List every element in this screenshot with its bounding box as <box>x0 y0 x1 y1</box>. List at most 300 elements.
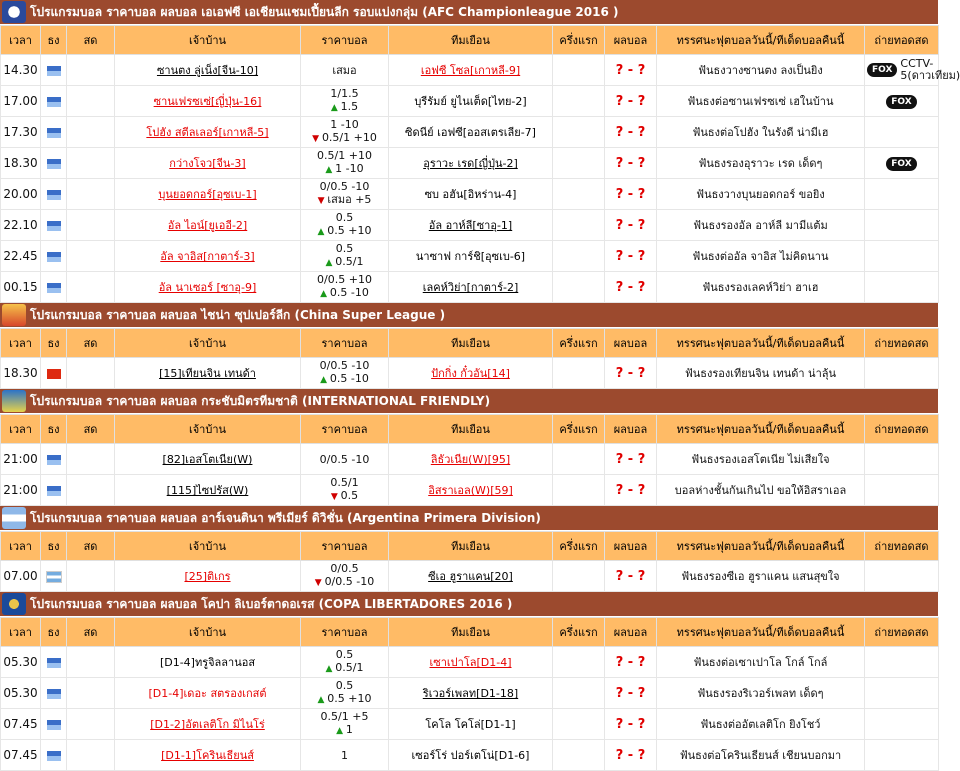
col-home: เจ้าบ้าน <box>115 618 301 647</box>
match-time: 05.30 <box>1 647 41 678</box>
flag-cell <box>41 55 67 86</box>
flag-cell <box>41 444 67 475</box>
half-time-cell <box>553 647 605 678</box>
league-header <box>0 592 938 617</box>
odds-up-arrow-icon: ▲ <box>320 289 330 299</box>
half-time-cell <box>553 475 605 506</box>
away-cell <box>389 647 553 678</box>
home-cell <box>115 55 301 86</box>
col-half: ครึ่งแรก <box>553 532 605 561</box>
col-home: เจ้าบ้าน <box>115 26 301 55</box>
col-live: สด <box>67 415 115 444</box>
match-row[interactable] <box>1 561 939 592</box>
home-cell <box>115 148 301 179</box>
result-score: ? - ? <box>605 86 657 117</box>
live-cell <box>67 358 115 389</box>
odds-cell <box>301 148 389 179</box>
odds-cell <box>301 117 389 148</box>
match-tip: ฟันธงรองเอสโตเนีย ไม่เสียใจ <box>657 444 865 475</box>
result-score: ? - ? <box>605 709 657 740</box>
result-score: ? - ? <box>605 210 657 241</box>
tv-cell <box>865 272 939 303</box>
home-cell <box>115 647 301 678</box>
country-flag-icon <box>47 159 61 169</box>
odds-line-2: ▲ 0.5/1 <box>325 255 364 268</box>
flag-cell <box>41 241 67 272</box>
result-score: ? - ? <box>605 740 657 771</box>
away-team-link[interactable]: บุรีรัมย์ ยูไนเต็ด[ไทย-2] <box>414 95 527 108</box>
odds-line-2: ▲ 1.5 <box>330 100 359 113</box>
col-away: ทีมเยือน <box>389 415 553 444</box>
away-team-link[interactable]: เลคห์วิย่า[กาตาร์-2] <box>422 281 519 294</box>
away-cell <box>389 148 553 179</box>
odds-line-1: 0.5/1 <box>330 476 359 489</box>
match-time: 18.30 <box>1 358 41 389</box>
away-cell <box>389 55 553 86</box>
match-row[interactable] <box>1 148 939 179</box>
col-odds: ราคาบอล <box>301 329 389 358</box>
match-tip: ฟันธงรองอัล อาห์ลี มามีแต้ม <box>657 210 865 241</box>
home-team-link[interactable]: [25]ติเกร <box>184 570 231 583</box>
odds-cell <box>301 179 389 210</box>
odds-line-1: 0/0.5 -10 <box>319 452 370 466</box>
libertadores-logo-icon <box>2 593 26 615</box>
match-row[interactable] <box>1 678 939 709</box>
col-home: เจ้าบ้าน <box>115 329 301 358</box>
home-cell <box>115 678 301 709</box>
fox-sports-icon: FOX <box>886 157 916 171</box>
match-tip: ฟันธงต่ออัล จาอิส ไม่คิดนาน <box>657 241 865 272</box>
away-team-link[interactable]: โคโล โคโล่[D1-1] <box>425 718 516 731</box>
fox-sports-icon: FOX <box>867 63 897 77</box>
col-half: ครึ่งแรก <box>553 415 605 444</box>
home-cell <box>115 475 301 506</box>
home-cell <box>115 179 301 210</box>
odds-down-arrow-icon: ▼ <box>312 134 322 144</box>
odds-up-arrow-icon: ▲ <box>325 165 336 175</box>
live-cell <box>67 179 115 210</box>
away-team-link[interactable]: เอฟซี โซล[เกาหลี-9] <box>420 64 521 77</box>
home-team-link[interactable]: โปฮัง สตีลเลอร์[เกาหลี-5] <box>146 126 269 139</box>
fixtures-table <box>0 328 939 389</box>
odds-line-1: 0.5 <box>335 242 354 255</box>
away-team-link[interactable]: ซีเอ ฮูราแคน[20] <box>428 570 513 583</box>
match-tip: ฟันธงรองเลคห์วิย่า ฮาเฮ <box>657 272 865 303</box>
odds-line-2: ▼ 0/0.5 -10 <box>314 575 375 588</box>
home-team-link[interactable]: [D1-4]ทรูจิลลานอส <box>159 656 256 669</box>
league-title: โปรแกรมบอล ราคาบอล ผลบอล กระชับมิตรทีมชาติ (INTERNATIONAL FRIENDLY) <box>30 393 491 408</box>
home-team-link[interactable]: [D1-4]เดอะ สตรองเกสต์ <box>148 687 267 700</box>
match-tip: ฟันธงรองริเวอร์เพลท เด็ดๆ <box>657 678 865 709</box>
league-header <box>0 303 938 328</box>
tv-cell <box>865 647 939 678</box>
tv-cell <box>865 55 960 86</box>
away-team-link[interactable]: นาซาฟ การ์ชิ[อุซเบ-6] <box>415 250 526 263</box>
odds-cell <box>301 210 389 241</box>
argentina-logo-icon <box>2 507 26 529</box>
flag-cell <box>41 86 67 117</box>
fixtures-table <box>0 531 939 592</box>
live-cell <box>67 148 115 179</box>
odds-cell <box>301 444 389 475</box>
league-title: โปรแกรมบอล ราคาบอล ผลบอล โคปา ลิเบอร์ตาดอเรส (COPA LIBERTADORES 2016 ) <box>30 596 513 611</box>
odds-line-1: 0/0.5 -10 <box>319 180 370 193</box>
tv-cell <box>865 709 939 740</box>
match-tip: ฟันธงรองอุราวะ เรด เด็ดๆ <box>657 148 865 179</box>
tv-channel-text: CCTV-5(ดาวเทียม) <box>900 57 960 82</box>
odds-line-1: 0.5 <box>335 648 354 661</box>
tv-channel <box>886 157 916 171</box>
col-tip: ทรรศนะฟุตบอลวันนี้/ทีเด็ดบอลคืนนี้ <box>657 618 865 647</box>
away-cell <box>389 475 553 506</box>
odds-cell <box>301 740 389 771</box>
away-cell <box>389 117 553 148</box>
home-cell <box>115 709 301 740</box>
match-row[interactable] <box>1 740 939 771</box>
match-time: 22.45 <box>1 241 41 272</box>
country-flag-icon <box>47 97 61 107</box>
tv-cell <box>865 241 939 272</box>
home-cell <box>115 241 301 272</box>
live-cell <box>67 678 115 709</box>
match-tip: ฟันธงต่อซานเฟรซเซ่ เฮในบ้าน <box>657 86 865 117</box>
half-time-cell <box>553 561 605 592</box>
flag-cell <box>41 358 67 389</box>
match-row[interactable] <box>1 475 939 506</box>
home-cell <box>115 117 301 148</box>
odds-cell <box>301 358 389 389</box>
col-odds: ราคาบอล <box>301 415 389 444</box>
country-flag-icon <box>47 66 61 76</box>
country-flag-icon <box>47 689 61 699</box>
col-flag: ธง <box>41 329 67 358</box>
odds-up-arrow-icon: ▲ <box>330 103 341 113</box>
live-cell <box>67 740 115 771</box>
col-away: ทีมเยือน <box>389 532 553 561</box>
half-time-cell <box>553 444 605 475</box>
odds-line-1: 1 -10 <box>330 118 359 131</box>
league-header <box>0 0 938 25</box>
odds-up-arrow-icon: ▲ <box>317 695 328 705</box>
away-team-link[interactable]: ริเวอร์เพลท[D1-18] <box>422 687 519 700</box>
half-time-cell <box>553 55 605 86</box>
odds-line-1: 1 <box>341 748 348 762</box>
odds-down-arrow-icon: ▼ <box>317 196 328 206</box>
league-title: โปรแกรมบอล ราคาบอล ผลบอล เอเอฟซี เอเชียนแชมเปี้ยนลีก รอบแบ่งกลุ่ม (AFC Championleague 2016 ) <box>30 4 619 19</box>
match-time: 07.45 <box>1 740 41 771</box>
half-time-cell <box>553 179 605 210</box>
col-time: เวลา <box>1 329 41 358</box>
away-cell <box>389 358 553 389</box>
col-odds: ราคาบอล <box>301 532 389 561</box>
match-time: 17.30 <box>1 117 41 148</box>
match-row[interactable] <box>1 358 939 389</box>
league-header <box>0 506 938 531</box>
match-tip: ฟันธงต่อโปฮัง ในรังดี น่ามีเฮ <box>657 117 865 148</box>
col-tv: ถ่ายทอดสด <box>865 329 939 358</box>
odds-line-1: 0.5 <box>335 211 354 224</box>
odds-up-arrow-icon: ▲ <box>336 726 346 736</box>
col-flag: ธง <box>41 532 67 561</box>
odds-cell <box>301 561 389 592</box>
match-tip: บอลห่างชั้นกันเกินไป ขอให้อิสราเอล <box>657 475 865 506</box>
home-team-link[interactable]: [D1-2]อัตเลติโก มิไนโร่ <box>150 718 265 731</box>
odds-cell <box>301 647 389 678</box>
tv-cell <box>865 358 939 389</box>
col-result: ผลบอล <box>605 329 657 358</box>
home-cell <box>115 740 301 771</box>
away-team-link[interactable]: ซิดนีย์ เอฟซี[ออสเตรเลีย-7] <box>405 126 536 139</box>
fixtures-table <box>0 414 939 506</box>
match-tip: ฟันธงต่อเซาเปาโล โกล์ โกล์ <box>657 647 865 678</box>
league-title: โปรแกรมบอล ราคาบอล ผลบอล ไชน่า ซุปเปอร์ลีก (China Super League ) <box>30 307 446 322</box>
odds-down-arrow-icon: ▼ <box>314 578 325 588</box>
half-time-cell <box>553 740 605 771</box>
col-tv: ถ่ายทอดสด <box>865 26 939 55</box>
match-time: 00.15 <box>1 272 41 303</box>
home-team-link[interactable]: อัล จาอิส[กาตาร์-3] <box>160 250 255 263</box>
odds-cell <box>301 678 389 709</box>
odds-cell <box>301 709 389 740</box>
half-time-cell <box>553 678 605 709</box>
match-time: 22.10 <box>1 210 41 241</box>
half-time-cell <box>553 86 605 117</box>
live-cell <box>67 210 115 241</box>
match-row[interactable] <box>1 241 939 272</box>
col-result: ผลบอล <box>605 415 657 444</box>
live-cell <box>67 647 115 678</box>
match-row[interactable] <box>1 86 939 117</box>
country-flag-icon <box>47 283 61 293</box>
match-time: 05.30 <box>1 678 41 709</box>
live-cell <box>67 241 115 272</box>
away-cell <box>389 444 553 475</box>
match-time: 18.30 <box>1 148 41 179</box>
header-row <box>1 329 939 358</box>
match-row[interactable] <box>1 117 939 148</box>
home-team-link[interactable]: บุนยอดกอร์[อุซเบ-1] <box>158 188 257 201</box>
match-time: 17.00 <box>1 86 41 117</box>
col-tip: ทรรศนะฟุตบอลวันนี้/ทีเด็ดบอลคืนนี้ <box>657 26 865 55</box>
tv-cell <box>865 561 939 592</box>
league-title: โปรแกรมบอล ราคาบอล ผลบอล อาร์เจนตินา พรีเมียร์ ดิวิชั่น (Argentina Primera Division) <box>30 510 541 525</box>
odds-down-arrow-icon: ▼ <box>330 492 341 502</box>
match-tip: ฟันธงวางซานตง ลงเป็นยิง <box>657 55 865 86</box>
half-time-cell <box>553 210 605 241</box>
odds-up-arrow-icon: ▲ <box>325 258 336 268</box>
col-tip: ทรรศนะฟุตบอลวันนี้/ทีเด็ดบอลคืนนี้ <box>657 532 865 561</box>
home-team-link[interactable]: กว่างโจว[จีน-3] <box>169 157 246 170</box>
match-time: 14.30 <box>1 55 41 86</box>
col-odds: ราคาบอล <box>301 26 389 55</box>
odds-line-2: ▼ 0.5 <box>330 489 359 502</box>
result-score: ? - ? <box>605 117 657 148</box>
col-live: สด <box>67 618 115 647</box>
odds-line-1: 1/1.5 <box>330 87 359 100</box>
tv-cell <box>865 475 939 506</box>
home-cell <box>115 444 301 475</box>
odds-cell <box>301 55 389 86</box>
live-cell <box>67 86 115 117</box>
col-tip: ทรรศนะฟุตบอลวันนี้/ทีเด็ดบอลคืนนี้ <box>657 415 865 444</box>
home-team-link[interactable]: ซานเฟรซเซ่[ญี่ปุ่น-16] <box>153 95 262 108</box>
away-team-link[interactable]: ซบ อฮัน[อิหร่าน-4] <box>424 188 517 201</box>
fixtures-table <box>0 25 960 303</box>
result-score: ? - ? <box>605 55 657 86</box>
odds-up-arrow-icon: ▲ <box>325 664 336 674</box>
half-time-cell <box>553 358 605 389</box>
away-cell <box>389 241 553 272</box>
live-cell <box>67 444 115 475</box>
col-tip: ทรรศนะฟุตบอลวันนี้/ทีเด็ดบอลคืนนี้ <box>657 329 865 358</box>
home-team-link[interactable]: ซานตง ลู่เน็ง[จีน-10] <box>156 64 259 77</box>
away-cell <box>389 740 553 771</box>
col-flag: ธง <box>41 618 67 647</box>
csl-logo-icon <box>2 304 26 326</box>
odds-line-2: ▲ 1 -10 <box>325 162 364 175</box>
afc-logo-icon <box>2 1 26 23</box>
home-team-link[interactable]: [D1-1]โครินเธียนส์ <box>161 749 254 762</box>
tv-channel <box>886 95 916 109</box>
odds-up-arrow-icon: ▲ <box>317 227 328 237</box>
flag-cell <box>41 117 67 148</box>
live-cell <box>67 475 115 506</box>
odds-line-2: ▼ 0.5/1 +10 <box>312 131 377 144</box>
flag-cell <box>41 678 67 709</box>
half-time-cell <box>553 272 605 303</box>
odds-line-1: 0.5/1 +5 <box>320 710 369 723</box>
result-score: ? - ? <box>605 475 657 506</box>
country-flag-icon <box>46 571 62 583</box>
result-score: ? - ? <box>605 148 657 179</box>
country-flag-icon <box>47 128 61 138</box>
match-time: 07.00 <box>1 561 41 592</box>
col-odds: ราคาบอล <box>301 618 389 647</box>
odds-line-1: 0/0.5 -10 <box>319 359 370 372</box>
col-away: ทีมเยือน <box>389 26 553 55</box>
odds-line-1: 0.5 <box>335 679 354 692</box>
match-row[interactable] <box>1 709 939 740</box>
tv-cell <box>865 117 939 148</box>
tv-channel <box>867 57 960 82</box>
match-tip: ฟันธงรองซีเอ ฮูราแคน แสนสุขใจ <box>657 561 865 592</box>
match-time: 21:00 <box>1 444 41 475</box>
flag-cell <box>41 740 67 771</box>
home-team-link[interactable]: [115]ไซปรัส(W) <box>166 484 249 497</box>
col-live: สด <box>67 532 115 561</box>
home-cell <box>115 272 301 303</box>
header-row <box>1 26 939 55</box>
result-score: ? - ? <box>605 647 657 678</box>
header-row <box>1 618 939 647</box>
result-score: ? - ? <box>605 444 657 475</box>
odds-line-2: ▲ 0.5/1 <box>325 661 364 674</box>
away-team-link[interactable]: ลิธัวเนีย(W)[95] <box>430 453 511 466</box>
away-team-link[interactable]: เซอร์โร่ ปอร์เตโน่[D1-6] <box>411 749 530 762</box>
away-team-link[interactable]: อิสราเอล(W)[59] <box>428 484 513 497</box>
result-score: ? - ? <box>605 358 657 389</box>
live-cell <box>67 55 115 86</box>
country-flag-icon <box>47 455 61 465</box>
match-tip: ฟันธงต่อโครินเธียนส์ เชียนบอกมา <box>657 740 865 771</box>
odds-up-arrow-icon: ▲ <box>320 375 330 385</box>
match-row[interactable] <box>1 647 939 678</box>
match-row[interactable] <box>1 210 939 241</box>
tv-cell <box>865 210 939 241</box>
half-time-cell <box>553 148 605 179</box>
country-flag-icon <box>47 658 61 668</box>
tv-cell <box>865 740 939 771</box>
home-team-link[interactable]: [82]เอสโตเนีย(W) <box>162 453 253 466</box>
match-row[interactable] <box>1 55 939 86</box>
country-flag-icon <box>47 486 61 496</box>
col-away: ทีมเยือน <box>389 329 553 358</box>
col-result: ผลบอล <box>605 532 657 561</box>
col-result: ผลบอล <box>605 618 657 647</box>
away-cell <box>389 561 553 592</box>
col-live: สด <box>67 26 115 55</box>
header-row <box>1 532 939 561</box>
away-team-link[interactable]: ปักกิ่ง กั๋วอัน[14] <box>431 367 510 380</box>
col-tv: ถ่ายทอดสด <box>865 415 939 444</box>
away-cell <box>389 179 553 210</box>
odds-line-2: ▲ 0.5 +10 <box>317 692 372 705</box>
match-time: 20.00 <box>1 179 41 210</box>
odds-line-1: เสมอ <box>332 63 357 77</box>
away-cell <box>389 709 553 740</box>
col-time: เวลา <box>1 532 41 561</box>
match-time: 07.45 <box>1 709 41 740</box>
live-cell <box>67 272 115 303</box>
live-cell <box>67 709 115 740</box>
col-flag: ธง <box>41 26 67 55</box>
home-team-link[interactable]: อัล ไอน์[ยูเออี-2] <box>167 219 248 232</box>
flag-cell <box>41 272 67 303</box>
odds-line-2: ▲ 0.5 +10 <box>317 224 372 237</box>
col-half: ครึ่งแรก <box>553 618 605 647</box>
odds-cell <box>301 86 389 117</box>
home-cell <box>115 210 301 241</box>
tv-cell <box>865 678 939 709</box>
away-cell <box>389 272 553 303</box>
away-team-link[interactable]: อัล อาห์ลี[ซาอุ-1] <box>428 219 513 232</box>
col-home: เจ้าบ้าน <box>115 532 301 561</box>
away-team-link[interactable]: เซาเปาโล[D1-4] <box>429 656 512 669</box>
live-cell <box>67 117 115 148</box>
match-row[interactable] <box>1 272 939 303</box>
flag-cell <box>41 179 67 210</box>
away-team-link[interactable]: อุราวะ เรด[ญี่ปุ่น-2] <box>423 157 518 170</box>
fixtures-table <box>0 617 939 771</box>
tv-cell <box>865 86 939 117</box>
col-time: เวลา <box>1 26 41 55</box>
live-cell <box>67 561 115 592</box>
match-tip: ฟันธงต่ออัตเลติโก ยิงโชว์ <box>657 709 865 740</box>
match-tip: ฟันธงวางบุนยอดกอร์ ขอยิง <box>657 179 865 210</box>
result-score: ? - ? <box>605 272 657 303</box>
flag-cell <box>41 561 67 592</box>
col-half: ครึ่งแรก <box>553 329 605 358</box>
home-team-link[interactable]: [15]เทียนจิน เทนด้า <box>159 367 256 380</box>
match-row[interactable] <box>1 179 939 210</box>
country-flag-icon <box>47 190 61 200</box>
home-team-link[interactable]: อัล นาเซอร์ [ซาอุ-9] <box>158 281 257 294</box>
match-row[interactable] <box>1 444 939 475</box>
country-flag-icon <box>47 720 61 730</box>
odds-cell <box>301 272 389 303</box>
tv-cell <box>865 148 939 179</box>
col-time: เวลา <box>1 618 41 647</box>
